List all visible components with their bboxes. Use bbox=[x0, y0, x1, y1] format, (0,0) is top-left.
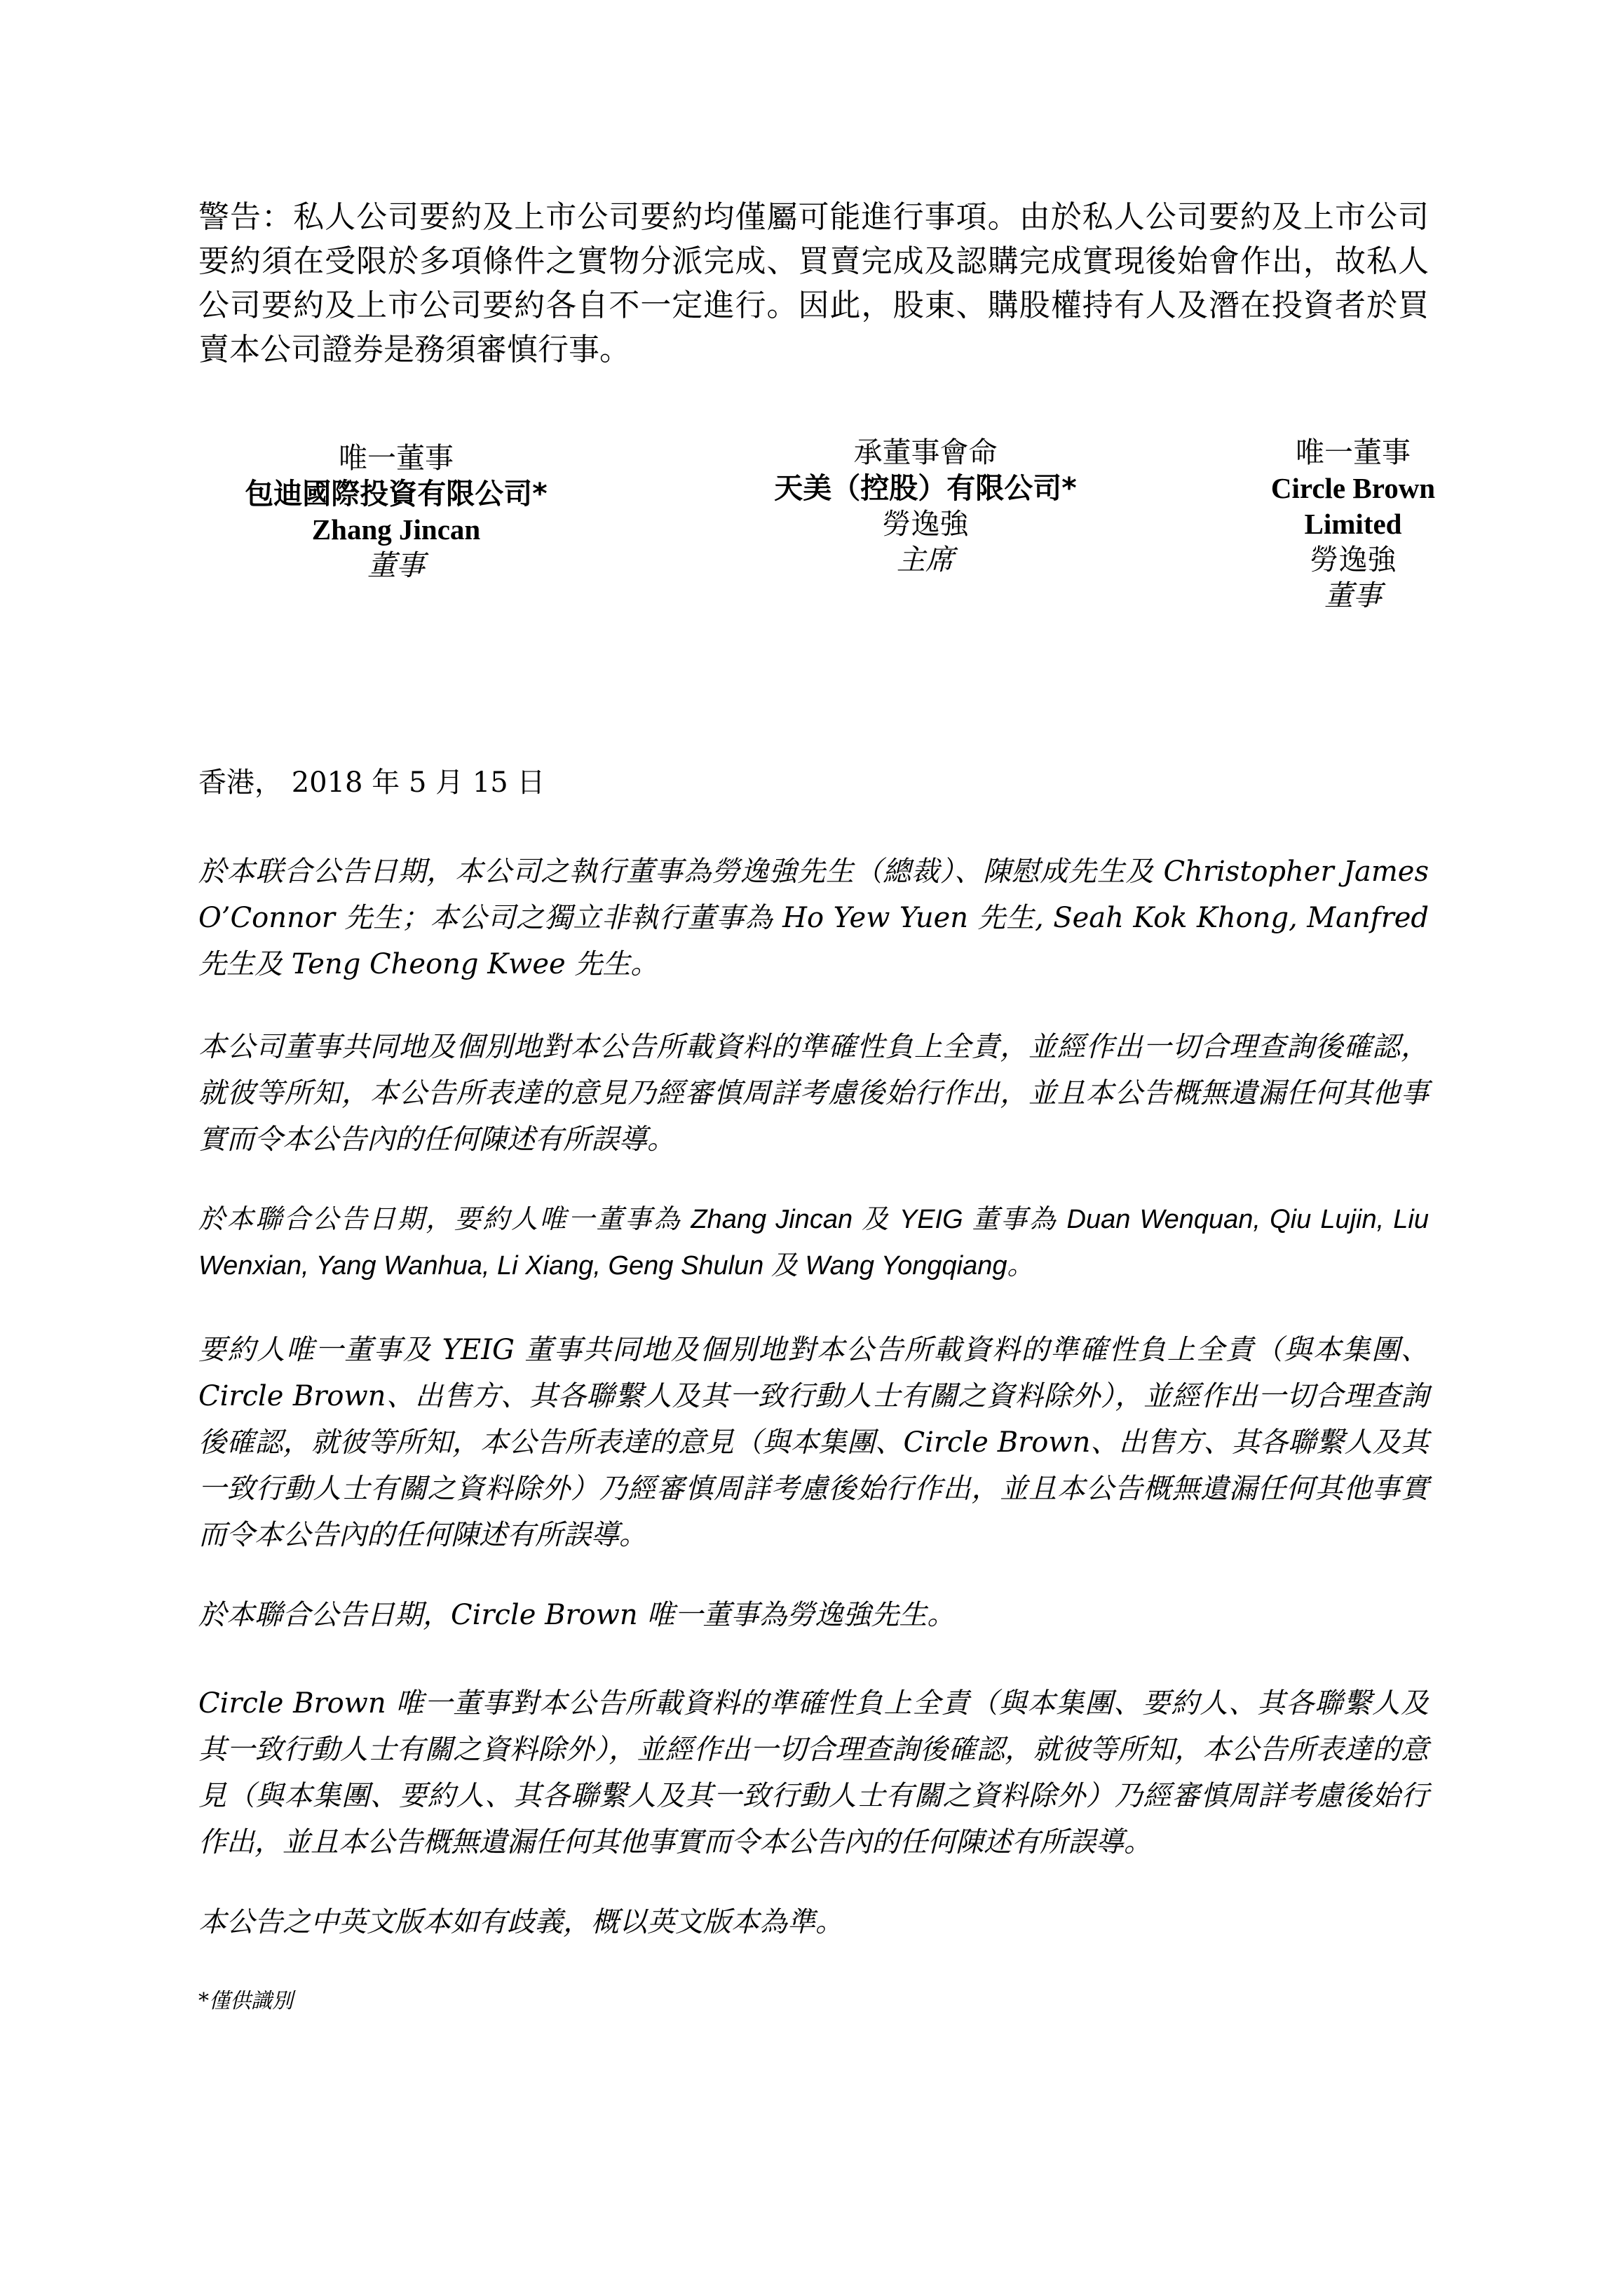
signature-name: 勞逸強 bbox=[1310, 543, 1397, 576]
footnote: *僅供識別 bbox=[198, 1989, 293, 2013]
signature-company-line1: Circle Brown bbox=[1270, 472, 1436, 504]
signature-company-line2: Limited bbox=[1304, 508, 1402, 540]
signature-name: 勞逸強 bbox=[882, 507, 969, 541]
signature-role: 唯一董事 bbox=[1296, 435, 1411, 469]
signature-block-offeror bbox=[210, 440, 582, 583]
warning-paragraph: 警告：私人公司要約及上市公司要約均僅屬可能進行事項。由於私人公司要約及上市公司要約須在受限於多項條件之實物分派完成、買賣完成及認購完成實現後始會作出，故私人公司要約及上市公司要約各自不一定進行。因此，股東、購股權持有人及潛在投資者於買賣本公司證券是務須審慎行事。 bbox=[198, 199, 1429, 367]
signature-role: 唯一董事 bbox=[339, 441, 454, 475]
signature-title: 主席 bbox=[897, 543, 954, 576]
offeror-responsibility-paragraph: 要約人唯一董事及 YEIG 董事共同地及個別地對本公告所載資料的準確性負上全責（與本集團、Circle Brown、出售方、其各聯繫人及其一致行動人士有關之資料除外），並經作出一切合理查詢後確認，就彼等所知，本公告所表達的意見（與本集團、Circle Brown、出售方、其各聯繫人及其一致行動人士有關之資料除外）乃經審慎周詳考慮後始行作出，並且本公告概無遺漏任何其他事實而令本公告內的任何陳述有所誤導。 bbox=[198, 1334, 1429, 1551]
company-directors-paragraph: 於本联合公告日期，本公司之執行董事為勞逸強先生（總裁）、陳慰成先生及 Christopher James O’Connor 先生；本公司之獨立非執行董事為 Ho Yew Yuen 先生, Seah Kok Khong, Manfred 先生及 Teng Cheong Kwee 先生。 bbox=[198, 856, 1429, 980]
circle-brown-director-paragraph: 於本聯合公告日期，Circle Brown 唯一董事為勞逸強先生。 bbox=[198, 1599, 956, 1631]
signature-block-company bbox=[715, 435, 1136, 578]
signature-title: 董事 bbox=[367, 548, 425, 582]
signature-company: 包迪國際投資有限公司* bbox=[245, 477, 548, 511]
signature-block-circle-brown bbox=[1206, 435, 1500, 614]
signature-role: 承董事會命 bbox=[853, 435, 998, 469]
signature-name: Zhang Jincan bbox=[311, 513, 481, 546]
company-responsibility-paragraph: 本公司董事共同地及個別地對本公告所載資料的準確性負上全責，並經作出一切合理查詢後確認，就彼等所知，本公告所表達的意見乃經審慎周詳考慮後始行作出，並且本公告概無遺漏任何其他事實而令本公告內的任何陳述有所誤導。 bbox=[198, 1031, 1429, 1156]
offeror-directors-paragraph: 於本聯合公告日期，要約人唯一董事為 Zhang Jincan 及 YEIG 董事為 Duan Wenquan, Qiu Lujin, Liu Wenxian, Yang Wanhua, Li Xiang, Geng Shulun 及 Wang Yongqiang。 bbox=[198, 1205, 1429, 1281]
language-precedence-paragraph: 本公告之中英文版本如有歧義，概以英文版本為準。 bbox=[198, 1906, 843, 1938]
signature-title: 董事 bbox=[1324, 579, 1382, 612]
circle-brown-responsibility-paragraph: Circle Brown 唯一董事對本公告所載資料的準確性負上全責（與本集團、要約人、其各聯繫人及其一致行動人士有關之資料除外），並經作出一切合理查詢後確認，就彼等所知，本公告所表達的意見（與本集團、要約人、其各聯繫人及其一致行動人士有關之資料除外）乃經審慎周詳考慮後始行作出，並且本公告概無遺漏任何其他事實而令本公告內的任何陳述有所誤導。 bbox=[198, 1687, 1429, 1858]
signature-company: 天美（控股）有限公司* bbox=[774, 471, 1077, 505]
date-line: 香港， 2018 年 5 月 15 日 bbox=[198, 767, 545, 799]
